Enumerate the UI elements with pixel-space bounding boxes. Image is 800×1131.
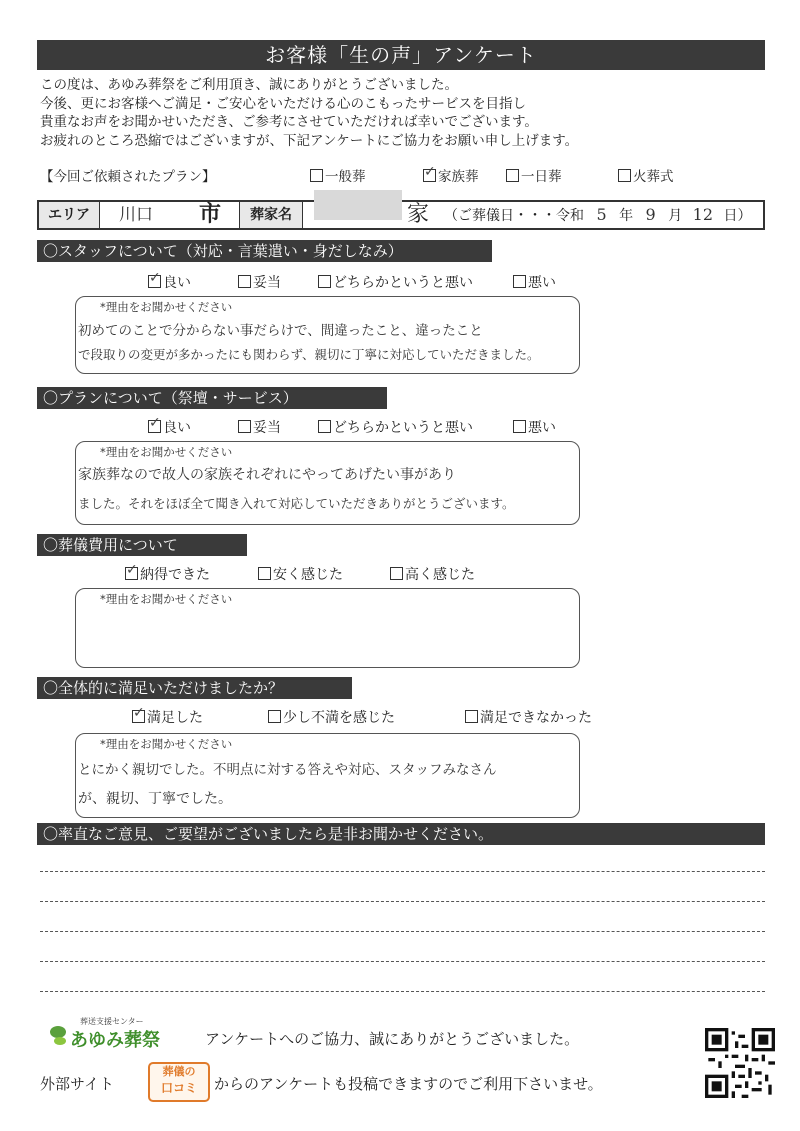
family-label: 葬家名 [239, 202, 303, 228]
checkbox[interactable] [513, 420, 526, 433]
checkbox-checked[interactable] [423, 169, 436, 182]
family-suffix: 家 [407, 202, 430, 227]
page-title: お客様「生の声」アンケート [37, 40, 765, 70]
cost-option-expensive[interactable]: 高く感じた [390, 564, 475, 584]
checkbox[interactable] [465, 710, 478, 723]
plan-options [40, 417, 760, 437]
staff-options [40, 272, 760, 292]
redacted-name [314, 190, 402, 220]
checkbox-checked[interactable] [148, 275, 161, 288]
answer-line[interactable] [40, 931, 765, 932]
plan-row [40, 165, 760, 185]
intro-text [40, 76, 760, 150]
reason-label: *理由をお聞かせください [100, 592, 233, 606]
handwritten-line: ました。それをほぼ全て聞き入れて対応していただきありがとうございます。 [78, 496, 515, 511]
month-value: 9 [645, 205, 656, 224]
cost-options [40, 564, 760, 584]
staff-option-bad[interactable]: 悪い [513, 272, 556, 292]
city-suffix: 市 [199, 202, 222, 227]
checkbox[interactable] [310, 169, 323, 182]
plan-option-good[interactable]: ✓良い [148, 417, 191, 437]
section-overall-heading: 〇全体的に満足いただけましたか？ [37, 677, 352, 699]
intro-line: この度は、あゆみ葬祭をご利用頂き、誠にありがとうございました。 [40, 77, 458, 93]
checkbox[interactable] [258, 567, 271, 580]
funeral-date: （ご葬儀日・・・令和 5 年 9 月 12 日） [444, 205, 752, 224]
cost-option-satisfied[interactable]: ✓納得できた [125, 564, 210, 584]
answer-line[interactable] [40, 871, 765, 872]
staff-option-rather-bad[interactable]: どちらかというと悪い [318, 272, 473, 292]
checkbox[interactable] [238, 275, 251, 288]
ayumi-logo [70, 1017, 180, 1051]
plan-option-oneday[interactable]: 一日葬 [506, 165, 562, 185]
area-row [37, 200, 765, 230]
staff-option-good[interactable]: ✓良い [148, 272, 191, 292]
checkbox[interactable] [390, 567, 403, 580]
kuchikomi-badge[interactable] [148, 1062, 210, 1102]
plan-option-general[interactable]: 一般葬 [310, 165, 366, 185]
overall-reason-box[interactable] [75, 733, 580, 818]
checkbox-checked[interactable] [148, 420, 161, 433]
qr-code-icon[interactable] [705, 1028, 775, 1098]
logo-text: あゆみ葬祭 [70, 1030, 160, 1051]
checkbox[interactable] [238, 420, 251, 433]
day-value: 12 [692, 205, 713, 224]
checkbox[interactable] [318, 275, 331, 288]
plan-option-rather-bad[interactable]: どちらかというと悪い [318, 417, 473, 437]
intro-line: 今後、更にお客様へご満足・ご安心をいただける心のこもったサービスを目指し [40, 95, 526, 112]
plan-option-cremation[interactable]: 火葬式 [618, 165, 674, 185]
area-label: エリア [39, 202, 100, 228]
overall-option-slightly-unsatisfied[interactable]: 少し不満を感じた [268, 707, 395, 727]
reason-label: *理由をお聞かせください [100, 737, 233, 751]
intro-line: 貴重なお声をお聞かせいただき、ご参考にさせていただければ幸いでございます。 [40, 114, 538, 130]
section-plan-heading: 〇プランについて（祭壇・サービス） [37, 387, 387, 409]
intro-line: お疲れのところ恐縮ではございますが、下記アンケートにご協力をお願い申し上げます。 [40, 132, 579, 149]
staff-option-fair[interactable]: 妥当 [238, 272, 281, 292]
reason-label: *理由をお聞かせください [100, 445, 233, 459]
cost-reason-box[interactable] [75, 588, 580, 668]
checkbox[interactable] [513, 275, 526, 288]
checkbox[interactable] [506, 169, 519, 182]
checkbox[interactable] [618, 169, 631, 182]
badge-bottom: 口コミ [160, 1081, 197, 1095]
answer-line[interactable] [40, 961, 765, 962]
staff-reason-box[interactable] [75, 296, 580, 374]
logo-subtitle: 葬送支援センター [80, 1017, 144, 1026]
overall-option-unsatisfied[interactable]: 満足できなかった [465, 707, 592, 727]
checkbox-checked[interactable] [132, 710, 145, 723]
checkbox[interactable] [268, 710, 281, 723]
section-opinion-heading: 〇率直なご意見、ご要望がございましたら是非お聞かせください。 [37, 823, 765, 845]
plan-reason-box[interactable] [75, 441, 580, 525]
footer-thanks: アンケートへのご協力、誠にありがとうございました。 [205, 1030, 580, 1048]
checkbox-checked[interactable] [125, 567, 138, 580]
overall-option-satisfied[interactable]: ✓満足した [132, 707, 203, 727]
plan-option-fair[interactable]: 妥当 [238, 417, 281, 437]
handwritten-line: 初めてのことで分からない事だらけで、間違ったこと、違ったこと [78, 323, 483, 339]
section-cost-heading: 〇葬儀費用について [37, 534, 247, 556]
section-staff-heading: 〇スタッフについて（対応・言葉遣い・身だしなみ） [37, 240, 492, 262]
answer-line[interactable] [40, 991, 765, 992]
checkbox[interactable] [318, 420, 331, 433]
handwritten-line: とにかく親切でした。不明点に対する答えや対応、スタッフみなさん [78, 762, 497, 778]
answer-line[interactable] [40, 901, 765, 902]
handwritten-line: 家族葬なので故人の家族それぞれにやってあげたい事があり [78, 467, 456, 483]
cost-option-cheap[interactable]: 安く感じた [258, 564, 343, 584]
overall-options [40, 707, 760, 727]
handwritten-line: が、親切、丁寧でした。 [78, 791, 232, 807]
plan-option-bad[interactable]: 悪い [513, 417, 556, 437]
year-value: 5 [596, 205, 607, 224]
external-site-label: 外部サイト [40, 1075, 114, 1093]
reason-label: *理由をお聞かせください [100, 300, 233, 314]
leaf-logo-icon [48, 1022, 68, 1048]
plan-option-family[interactable]: ✓ 家族葬 [423, 165, 479, 185]
external-site-text: からのアンケートも投稿できますのでご利用下さいませ。 [214, 1075, 603, 1093]
plan-label: 【今回ご依頼されたプラン】 [40, 169, 216, 185]
badge-top: 葬儀の [162, 1065, 196, 1078]
handwritten-line: で段取りの変更が多かったにも関わらず、親切に丁寧に対応していただきました。 [78, 347, 540, 362]
area-value: 川口 [119, 205, 153, 225]
